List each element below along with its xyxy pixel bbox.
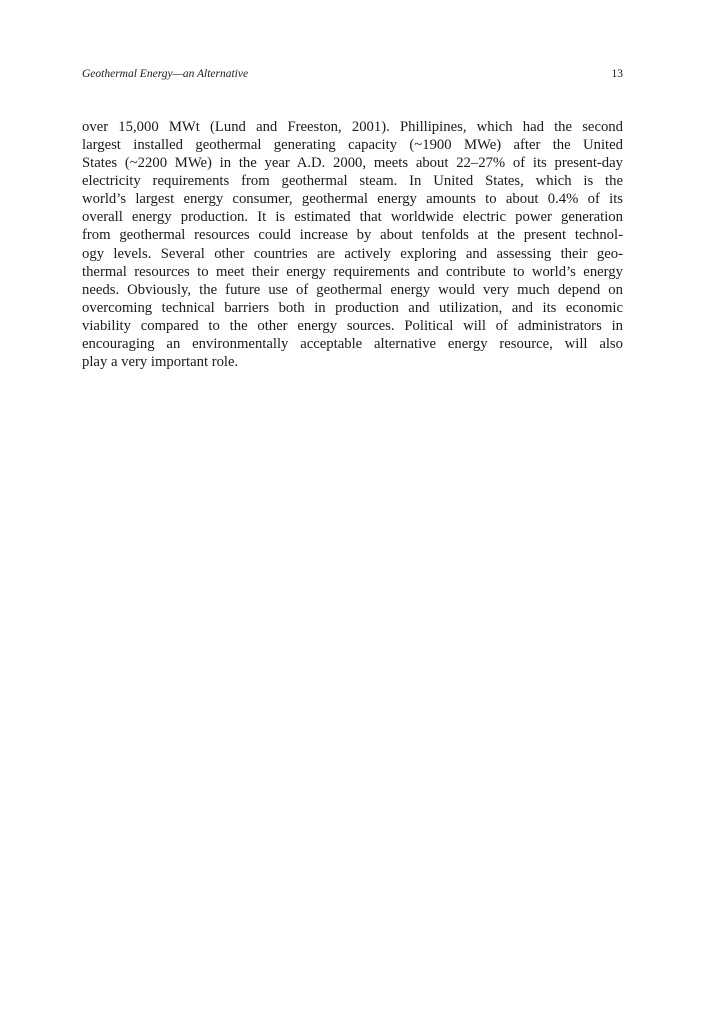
text-line: thermal resources to meet their energy requirements and contribute to world’s energy — [82, 263, 623, 280]
running-head — [82, 64, 623, 84]
running-title: Geothermal Energy—an Alternative — [82, 68, 249, 80]
text-line: over 15,000 MWt (Lund and Freeston, 2001). Phillipines, which had the second — [82, 119, 623, 135]
text-line: from geothermal resources could increase by about tenfolds at the present technol- — [82, 227, 623, 244]
text-line: electricity requirements from geothermal steam. In United States, which is the — [82, 173, 623, 190]
body-paragraph — [82, 118, 623, 371]
text-line: needs. Obviously, the future use of geothermal energy would very much depend on — [82, 281, 623, 298]
text-line: play a very important role. — [82, 354, 239, 371]
text-line: world’s largest energy consumer, geothermal energy amounts to about 0.4% of its — [82, 191, 623, 208]
page-number: 13 — [611, 68, 623, 80]
text-line: viability compared to the other energy sources. Political will of administrators in — [82, 317, 623, 334]
text-line: encouraging an environmentally acceptable alternative energy resource, will also — [82, 335, 623, 352]
text-line: overall energy production. It is estimated that worldwide electric power generation — [82, 209, 623, 226]
text-line: overcoming technical barriers both in production and utilization, and its economic — [82, 299, 623, 316]
text-line: largest installed geothermal generating capacity (~1900 MWe) after the United — [82, 137, 623, 154]
text-line: States (~2200 MWe) in the year A.D. 2000, meets about 22–27% of its present-day — [82, 155, 623, 172]
text-line: ogy levels. Several other countries are actively exploring and assessing their geo- — [82, 245, 623, 262]
